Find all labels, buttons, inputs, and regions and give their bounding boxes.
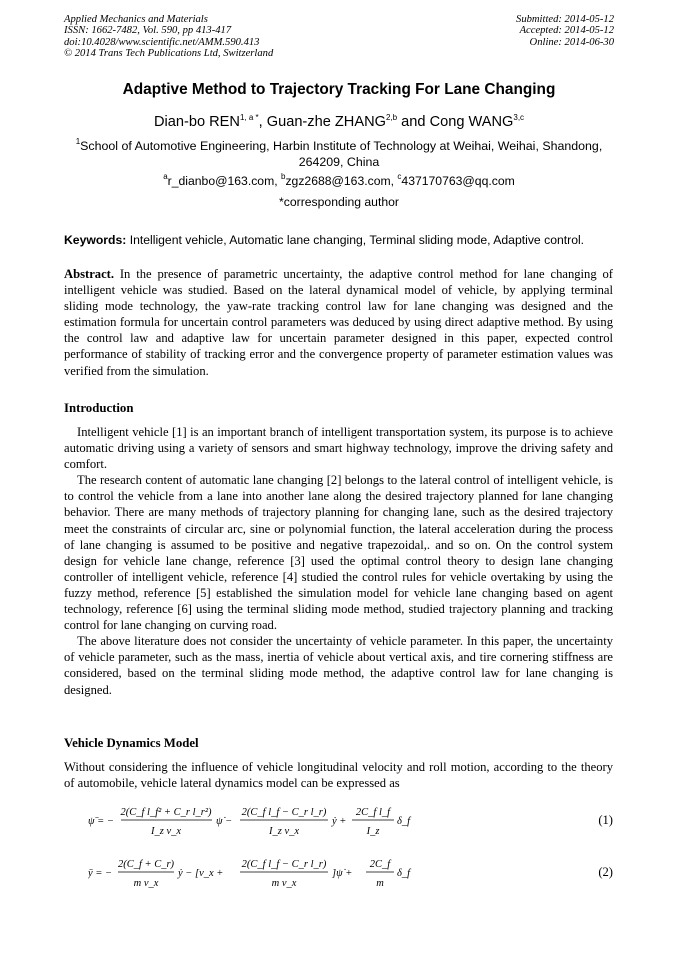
affiliation-superscript: 1 [75,137,81,146]
eq-numerator: 2(C_f + C_r) [117,859,175,870]
paragraph: Without considering the influence of vehicle longitudinal velocity and roll motion, according to the theory of automobile, vehicle lateral dynamics model can be expressed as [64,760,613,791]
paper-title: Adaptive Method to Trajectory Tracking For Lane Changing [122,81,556,98]
affiliation-text: School of Automotive Engineering, Harbin Institute of Technology at Weihai, Weihai, Shandong, 264209, China [80,139,603,169]
eq-denominator: I_z v_x [268,826,300,837]
abstract [64,266,613,379]
eq-numerator: 2C_f l_f [355,807,391,818]
abstract-label: Abstract. [64,267,115,281]
accepted-date: Accepted: 2014-05-12 [519,25,614,37]
author-name: Cong WANG [429,114,514,130]
introduction-body [64,424,613,698]
author-name: Dian-bo REN [153,114,240,130]
author-superscript: 3,c [513,113,525,122]
author-separator: , [258,114,267,130]
eq-lhs: ÿ = − [88,868,113,879]
section-heading-introduction: Introduction [64,401,134,415]
equation-2 [88,852,613,892]
equation-number: (1) [598,813,613,827]
eq-term: ẏ + [332,816,347,827]
online-date: Online: 2014-06-30 [529,36,614,48]
email-link: 437170763@qq.com [401,174,515,188]
eq-lhs: ψ̈ = − [88,816,114,827]
email-link: r_dianbo@163.com, [167,174,281,188]
abstract-text: In the presence of parametric uncertainty, the adaptive control method for lane changing of intelligent vehicle was studied. Based on the lateral dynamical model of vehicle, by applying terminal sliding mode technology, the yaw-rate tracking control law for lane changing was designed and the estimation formula for uncertain control parameters was deduced by using direct adaptive method. By using the control law and adaptive law for uncertain parameter designed in this paper, expected control performance of stability of tracking error and the convergence property of parameter estimation values was verified from the simulation. [64,267,613,378]
author-list [40,114,638,130]
paragraph: The above literature does not consider the uncertainty of vehicle parameter. In this paper, the uncertainty of vehicle parameter, such as the mass, inertia of vehicle about vertical axis, and tire cornering stiffness are considered, based on the terminal sliding mode method, the adaptive control law for lane changing is designed. [64,634,613,697]
submitted-date: Submitted: 2014-05-12 [516,14,614,25]
eq-denominator: m v_x [271,878,297,889]
email-superscript: a [163,172,168,181]
eq-term: δ_f [397,868,411,879]
copyright-line: © 2014 Trans Tech Publications Ltd, Switzerland [64,47,274,59]
author-separator: and [397,114,430,130]
eq-term: ]ψ̇ + [332,868,353,879]
author-name: Guan-zhe ZHANG [266,114,386,130]
submission-dates [516,14,614,48]
eq-denominator: I_z [366,826,380,837]
author-emails [40,174,638,188]
section-heading-vehicle-dynamics: Vehicle Dynamics Model [64,736,199,750]
email-superscript: c [397,172,402,181]
equation-2-formula [88,852,528,892]
doi-line: doi:10.4028/www.scientific.net/AMM.590.413 [64,36,260,48]
keywords-text: Intelligent vehicle, Automatic lane changing, Terminal sliding mode, Adaptive control. [126,233,585,247]
affiliation [64,138,614,170]
corresponding-author-note: *corresponding author [279,195,399,209]
eq-denominator: m [376,878,384,889]
journal-info [64,14,273,59]
eq-numerator: 2(C_f l_f − C_r l_r) [241,807,327,818]
email-link: zgz2688@163.com, [285,174,398,188]
equation-1 [88,800,613,840]
eq-numerator: 2C_f [369,859,391,870]
paragraph: Intelligent vehicle [1] is an important branch of intelligent transportation system, its purpose is to achieve automatic driving using a variety of sensors and smart highway technology, improve the driving safety and comfort. [64,425,613,472]
author-superscript: 1, a * [239,113,259,122]
eq-term: ẏ − [v_x + [178,868,224,879]
equation-number: (2) [598,865,613,879]
author-superscript: 2,b [385,113,398,122]
equation-1-formula [88,800,528,840]
eq-numerator: 2(C_f l_f² + C_r l_r²) [120,807,212,818]
eq-term: ψ̇ − [216,816,233,827]
journal-name: Applied Mechanics and Materials [64,14,208,25]
eq-term: δ_f [397,816,411,827]
paragraph: The research content of automatic lane changing [2] belongs to the lateral control of intelligent vehicle, is to control the vehicle from a lane into another lane along the desired trajectory planned for lane changing behavior. There are many methods of trajectory planning for changing lane, such as the desired trajectory meet the constraints of circular arc, sine or polynomial function, the lateral acceleration during the process of lane changing is assumed to be positive and negative trapezoidal,. and so on. On the control system design for vehicle lane change, reference [3] used the optimal control theory to design lane changing controller of intelligent vehicle, reference [4] studied the control rules for vehicle overtaking by using the fuzzy method, reference [5] established the simulation model for vehicle lane changing based on agent technology, reference [6] using the terminal sliding mode method, studied trajectory planning and tracking control for lane changing on curving road. [64,473,613,633]
eq-numerator: 2(C_f l_f − C_r l_r) [241,859,327,870]
vehicle-dynamics-body [64,759,613,791]
eq-denominator: m v_x [133,878,159,889]
eq-denominator: I_z v_x [150,826,182,837]
keywords [64,233,624,247]
email-superscript: b [281,172,286,181]
issn-line: ISSN: 1662-7482, Vol. 590, pp 413-417 [64,25,232,37]
keywords-label: Keywords: [64,233,127,247]
